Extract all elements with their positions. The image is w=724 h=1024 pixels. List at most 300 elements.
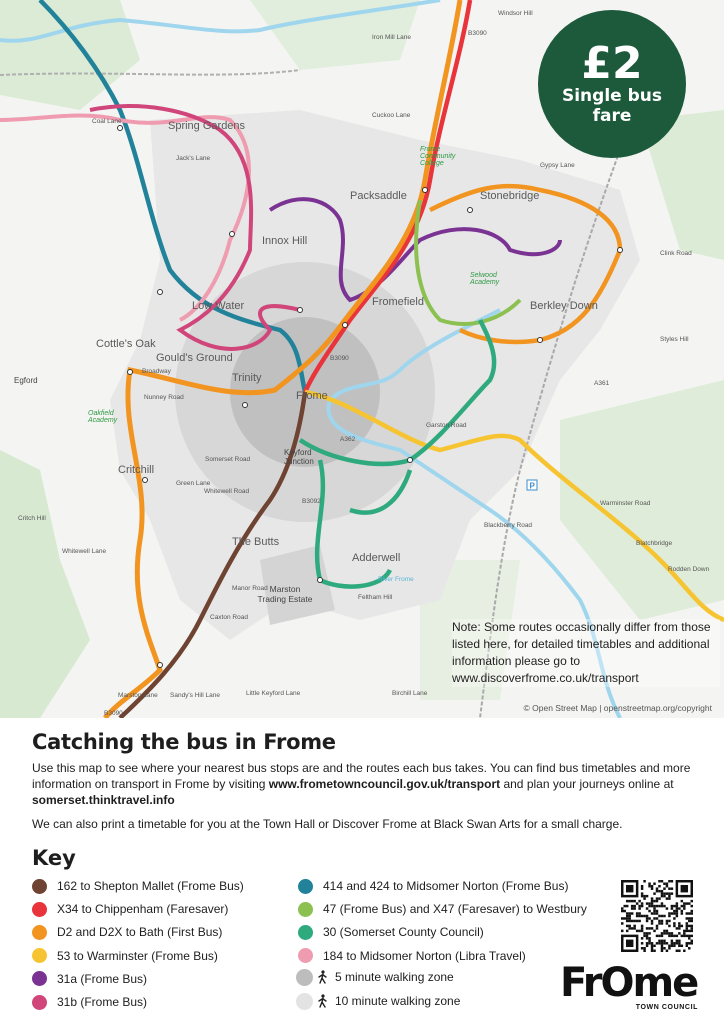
qr-module: [648, 917, 650, 919]
qr-module: [621, 917, 623, 919]
qr-module: [628, 900, 630, 902]
qr-module: [683, 950, 685, 952]
qr-module: [678, 940, 680, 942]
qr-module: [691, 927, 693, 929]
qr-module: [686, 942, 688, 944]
qr-module: [641, 905, 643, 907]
qr-module: [633, 927, 635, 929]
qr-module: [626, 917, 628, 919]
qr-module: [651, 887, 653, 889]
qr-module: [641, 895, 643, 897]
qr-module: [673, 912, 675, 914]
qr-module: [656, 927, 658, 929]
qr-module: [671, 932, 673, 934]
place-label: Critchill: [118, 464, 155, 476]
qr-module: [686, 922, 688, 924]
qr-module: [621, 907, 623, 909]
road-label: A362: [340, 436, 356, 443]
key-item-label: 184 to Midsomer Norton (Libra Travel): [323, 948, 526, 963]
qr-module: [686, 912, 688, 914]
qr-module: [668, 935, 670, 937]
place-label: Low Water: [192, 300, 245, 312]
qr-module: [646, 902, 648, 904]
bus-stop: [230, 232, 235, 237]
qr-module: [643, 950, 645, 952]
qr-module: [658, 922, 660, 924]
qr-module: [638, 907, 640, 909]
road-label: B3090: [104, 710, 123, 717]
qr-module: [656, 912, 658, 914]
qr-module: [686, 917, 688, 919]
road-label: Critch Hill: [18, 515, 46, 522]
route-color-swatch: [32, 925, 47, 940]
school-label: Frome Community College: [420, 146, 456, 167]
qr-module: [691, 910, 693, 912]
key-item-label: 162 to Shepton Mallet (Frome Bus): [57, 879, 244, 893]
qr-module: [691, 940, 693, 942]
qr-module: [646, 915, 648, 917]
qr-module: [658, 935, 660, 937]
qr-module: [673, 942, 675, 944]
qr-module: [676, 927, 678, 929]
qr-module: [641, 947, 643, 949]
qr-module: [678, 922, 680, 924]
key-item: [32, 970, 147, 988]
key-item: [296, 992, 460, 1010]
logo-wordmark: FrOme: [560, 960, 698, 1006]
road-label: Clink Road: [660, 250, 692, 257]
council-transport-link[interactable]: www.frometowncouncil.gov.uk/transport: [268, 777, 501, 791]
bus-stop: [243, 403, 248, 408]
qr-module: [651, 922, 653, 924]
qr-module: [673, 935, 675, 937]
qr-module: [646, 920, 648, 922]
qr-module: [648, 905, 650, 907]
qr-module: [643, 947, 645, 949]
qr-module: [626, 925, 628, 927]
route-color-swatch: [298, 902, 313, 917]
intro-paragraph: [32, 760, 702, 808]
qr-module: [673, 917, 675, 919]
qr-module: [633, 905, 635, 907]
info-section: [32, 730, 702, 840]
qr-module: [656, 910, 658, 912]
road-label: Garston Road: [426, 422, 467, 429]
qr-module: [646, 932, 648, 934]
qr-module: [651, 950, 653, 952]
bus-stop: [318, 578, 323, 583]
place-label: Packsaddle: [350, 190, 407, 202]
qr-module: [668, 895, 670, 897]
qr-module: [678, 950, 680, 952]
qr-module: [646, 907, 648, 909]
qr-module: [658, 920, 660, 922]
qr-module: [668, 880, 670, 882]
qr-module: [661, 902, 663, 904]
key-item: [32, 923, 222, 941]
qr-module: [666, 907, 668, 909]
qr-module: [671, 892, 673, 894]
qr-module: [656, 887, 658, 889]
qr-module: [663, 947, 665, 949]
qr-module: [653, 910, 655, 912]
qr-module: [638, 920, 640, 922]
qr-module: [671, 940, 673, 942]
qr-module: [643, 895, 645, 897]
thinktravel-link[interactable]: somerset.thinktravel.info: [32, 793, 175, 807]
qr-module: [663, 942, 665, 944]
qr-module: [691, 917, 693, 919]
qr-finder-pattern: [681, 885, 688, 892]
walking-person-icon: [317, 970, 329, 984]
qr-module: [626, 915, 628, 917]
qr-module: [628, 927, 630, 929]
place-label: Marston Trading Estate: [257, 584, 313, 604]
qr-module: [671, 942, 673, 944]
qr-module: [651, 897, 653, 899]
route-note: Note: Some routes occasionally differ from those listed here, for detailed timetables and additional information please go to www.discoverfrome.co.uk/transport: [452, 619, 720, 687]
qr-module: [646, 895, 648, 897]
qr-module: [658, 897, 660, 899]
qr-module: [658, 942, 660, 944]
road-label: Sandy's Hill Lane: [170, 692, 221, 699]
qr-module: [638, 912, 640, 914]
road-label: Cuckoo Lane: [372, 112, 411, 119]
qr-module: [653, 930, 655, 932]
qr-module: [661, 890, 663, 892]
key-item-label: 31b (Frome Bus): [57, 995, 148, 1009]
qr-finder-pattern: [626, 885, 633, 892]
qr-module: [676, 902, 678, 904]
qr-module: [633, 925, 635, 927]
qr-module: [653, 892, 655, 894]
road-label: Caxton Road: [210, 614, 248, 621]
qr-module: [663, 930, 665, 932]
qr-module: [636, 912, 638, 914]
qr-module: [661, 905, 663, 907]
qr-module: [658, 880, 660, 882]
qr-module: [671, 945, 673, 947]
qr-module: [646, 945, 648, 947]
qr-module: [628, 920, 630, 922]
qr-module: [653, 905, 655, 907]
qr-finder-pattern: [626, 940, 633, 947]
key-item: [32, 900, 228, 918]
qr-module: [681, 900, 683, 902]
qr-module: [646, 935, 648, 937]
qr-module: [641, 937, 643, 939]
qr-module: [666, 922, 668, 924]
qr-module: [671, 880, 673, 882]
place-label: Stonebridge: [480, 190, 540, 202]
qr-module: [686, 927, 688, 929]
bus-stop: [158, 663, 163, 668]
key-item-label: 30 (Somerset County Council): [323, 925, 484, 940]
road-label: Marston Lane: [118, 692, 158, 699]
qr-module: [686, 935, 688, 937]
qr-module: [668, 892, 670, 894]
qr-module: [673, 910, 675, 912]
route-color-swatch: [32, 948, 47, 963]
qr-module: [651, 902, 653, 904]
qr-module: [673, 905, 675, 907]
road-label: Styles Hill: [660, 336, 689, 343]
qr-module: [688, 917, 690, 919]
qr-module: [636, 902, 638, 904]
qr-module: [658, 905, 660, 907]
qr-module: [653, 882, 655, 884]
key-item: [32, 877, 244, 895]
qr-module: [626, 905, 628, 907]
place-label: Egford: [14, 376, 38, 385]
place-label: Frome: [296, 390, 328, 402]
qr-module: [676, 935, 678, 937]
road-label: Nunney Road: [144, 394, 184, 401]
bus-stop: [343, 323, 348, 328]
qr-module: [671, 905, 673, 907]
qr-module: [676, 950, 678, 952]
qr-module: [681, 905, 683, 907]
walking-zone-swatch: [296, 993, 313, 1010]
intro-text: Use this map to see where your nearest bus stops are and the routes each bus takes. You can find bus timetables and more information on transport in Frome by visiting: [32, 761, 691, 791]
qr-module: [688, 930, 690, 932]
qr-module: [648, 927, 650, 929]
qr-module: [683, 930, 685, 932]
qr-module: [656, 925, 658, 927]
road-label: B3090: [330, 355, 349, 362]
key-item-label: X34 to Chippenham (Faresaver): [57, 902, 229, 917]
qr-module: [646, 917, 648, 919]
qr-module: [676, 942, 678, 944]
qr-module: [661, 895, 663, 897]
qr-module: [661, 932, 663, 934]
qr-module: [621, 930, 623, 932]
qr-module: [668, 915, 670, 917]
qr-module: [668, 945, 670, 947]
road-label: Manor Road: [232, 585, 268, 592]
road-label: Jack's Lane: [176, 155, 211, 162]
qr-module: [636, 915, 638, 917]
qr-module: [683, 905, 685, 907]
key-item-label: 47 (Frome Bus) and X47 (Faresaver) to Westbury: [323, 902, 587, 917]
road-label: Whitewell Road: [204, 488, 250, 495]
qr-module: [656, 890, 658, 892]
place-label: The Butts: [232, 536, 280, 548]
qr-module: [646, 937, 648, 939]
qr-module: [656, 897, 658, 899]
qr-module: [688, 942, 690, 944]
qr-module: [691, 920, 693, 922]
road-label: Birchill Lane: [392, 690, 428, 697]
qr-module: [668, 920, 670, 922]
road-label: Whitewell Lane: [62, 548, 107, 555]
qr-module: [661, 942, 663, 944]
qr-module: [686, 930, 688, 932]
qr-module: [668, 925, 670, 927]
qr-module: [653, 917, 655, 919]
qr-module: [651, 885, 653, 887]
qr-code[interactable]: [621, 880, 693, 952]
qr-module: [673, 945, 675, 947]
qr-module: [691, 912, 693, 914]
qr-module: [666, 885, 668, 887]
bus-stop: [118, 126, 123, 131]
walking-zone-swatch: [296, 969, 313, 986]
qr-module: [688, 920, 690, 922]
qr-module: [648, 902, 650, 904]
qr-module: [631, 927, 633, 929]
qr-module: [673, 925, 675, 927]
place-label: Gould's Ground: [156, 352, 233, 364]
qr-module: [651, 900, 653, 902]
qr-module: [663, 887, 665, 889]
qr-module: [648, 937, 650, 939]
qr-module: [653, 945, 655, 947]
qr-module: [643, 935, 645, 937]
qr-module: [661, 947, 663, 949]
route-color-swatch: [32, 995, 47, 1010]
qr-module: [691, 925, 693, 927]
qr-module: [651, 927, 653, 929]
bus-stop: [618, 248, 623, 253]
qr-module: [661, 945, 663, 947]
qr-module: [666, 950, 668, 952]
qr-module: [681, 945, 683, 947]
qr-module: [661, 940, 663, 942]
qr-module: [643, 915, 645, 917]
qr-module: [661, 935, 663, 937]
qr-module: [686, 945, 688, 947]
field: [0, 0, 140, 110]
qr-module: [681, 935, 683, 937]
road-label: Feltham Hill: [358, 594, 393, 601]
qr-module: [626, 930, 628, 932]
qr-module: [658, 890, 660, 892]
key-title: Key: [32, 846, 76, 870]
qr-module: [666, 892, 668, 894]
fare-price: £2: [581, 38, 643, 89]
qr-module: [651, 942, 653, 944]
qr-module: [648, 940, 650, 942]
qr-module: [661, 915, 663, 917]
place-label: Berkley Down: [530, 300, 598, 312]
road-label: B3090: [468, 30, 487, 37]
key-item: [298, 877, 568, 895]
route-color-swatch: [298, 925, 313, 940]
qr-module: [628, 915, 630, 917]
qr-module: [641, 927, 643, 929]
road-label: Warminster Road: [600, 500, 651, 507]
qr-module: [681, 910, 683, 912]
qr-module: [661, 892, 663, 894]
qr-module: [636, 920, 638, 922]
qr-module: [656, 942, 658, 944]
qr-module: [658, 940, 660, 942]
qr-module: [631, 920, 633, 922]
road-label: Green Lane: [176, 480, 211, 487]
route-color-swatch: [32, 879, 47, 894]
place-label: Trinity: [232, 372, 262, 384]
qr-module: [678, 942, 680, 944]
bus-stop: [538, 338, 543, 343]
bus-stop: [408, 458, 413, 463]
qr-module: [651, 920, 653, 922]
qr-module: [623, 910, 625, 912]
qr-module: [648, 932, 650, 934]
bus-stop: [423, 188, 428, 193]
key-item-label: 5 minute walking zone: [335, 970, 454, 984]
qr-module: [691, 942, 693, 944]
qr-module: [636, 930, 638, 932]
key-item-label: 31a (Frome Bus): [57, 971, 148, 986]
route-color-swatch: [298, 948, 313, 963]
qr-module: [643, 897, 645, 899]
qr-module: [663, 915, 665, 917]
map-copyright: © Open Street Map | openstreetmap.org/copyright: [523, 703, 712, 713]
qr-module: [666, 942, 668, 944]
qr-module: [688, 947, 690, 949]
qr-module: [683, 907, 685, 909]
qr-module: [626, 920, 628, 922]
qr-module: [686, 925, 688, 927]
qr-module: [641, 942, 643, 944]
road-label: A361: [594, 380, 610, 387]
qr-module: [671, 912, 673, 914]
road-label: Coal Lane: [92, 118, 122, 125]
qr-module: [688, 902, 690, 904]
fare-badge: [538, 10, 686, 158]
qr-module: [656, 900, 658, 902]
qr-module: [656, 935, 658, 937]
qr-module: [663, 892, 665, 894]
qr-module: [688, 935, 690, 937]
qr-module: [691, 930, 693, 932]
route-color-swatch: [32, 902, 47, 917]
key-item-label: 53 to Warminster (Frome Bus): [57, 948, 218, 963]
qr-module: [641, 930, 643, 932]
bus-stop: [158, 290, 163, 295]
qr-module: [668, 897, 670, 899]
route-color-swatch: [298, 879, 313, 894]
road-label: Somerset Road: [205, 456, 251, 463]
road-label: B3092: [302, 498, 321, 505]
qr-module: [631, 912, 633, 914]
qr-module: [676, 912, 678, 914]
road-label: Iron Mill Lane: [372, 34, 412, 41]
qr-module: [633, 900, 635, 902]
road-label: Windsor Hill: [498, 10, 533, 17]
fare-subtitle: Single bus fare: [561, 86, 662, 126]
qr-module: [641, 885, 643, 887]
qr-module: [683, 932, 685, 934]
qr-module: [666, 920, 668, 922]
qr-module: [641, 892, 643, 894]
qr-module: [683, 902, 685, 904]
bus-stop: [298, 308, 303, 313]
road-label: Blackberry Road: [484, 522, 533, 529]
qr-module: [628, 917, 630, 919]
qr-module: [648, 882, 650, 884]
river-label: River Frome: [378, 576, 414, 583]
qr-module: [651, 947, 653, 949]
place-label: Keyford Junction: [284, 448, 314, 466]
qr-module: [676, 915, 678, 917]
place-label: Adderwell: [352, 552, 401, 564]
qr-module: [666, 930, 668, 932]
place-label: Cottle's Oak: [96, 338, 156, 350]
qr-module: [626, 900, 628, 902]
bus-stop: [128, 370, 133, 375]
